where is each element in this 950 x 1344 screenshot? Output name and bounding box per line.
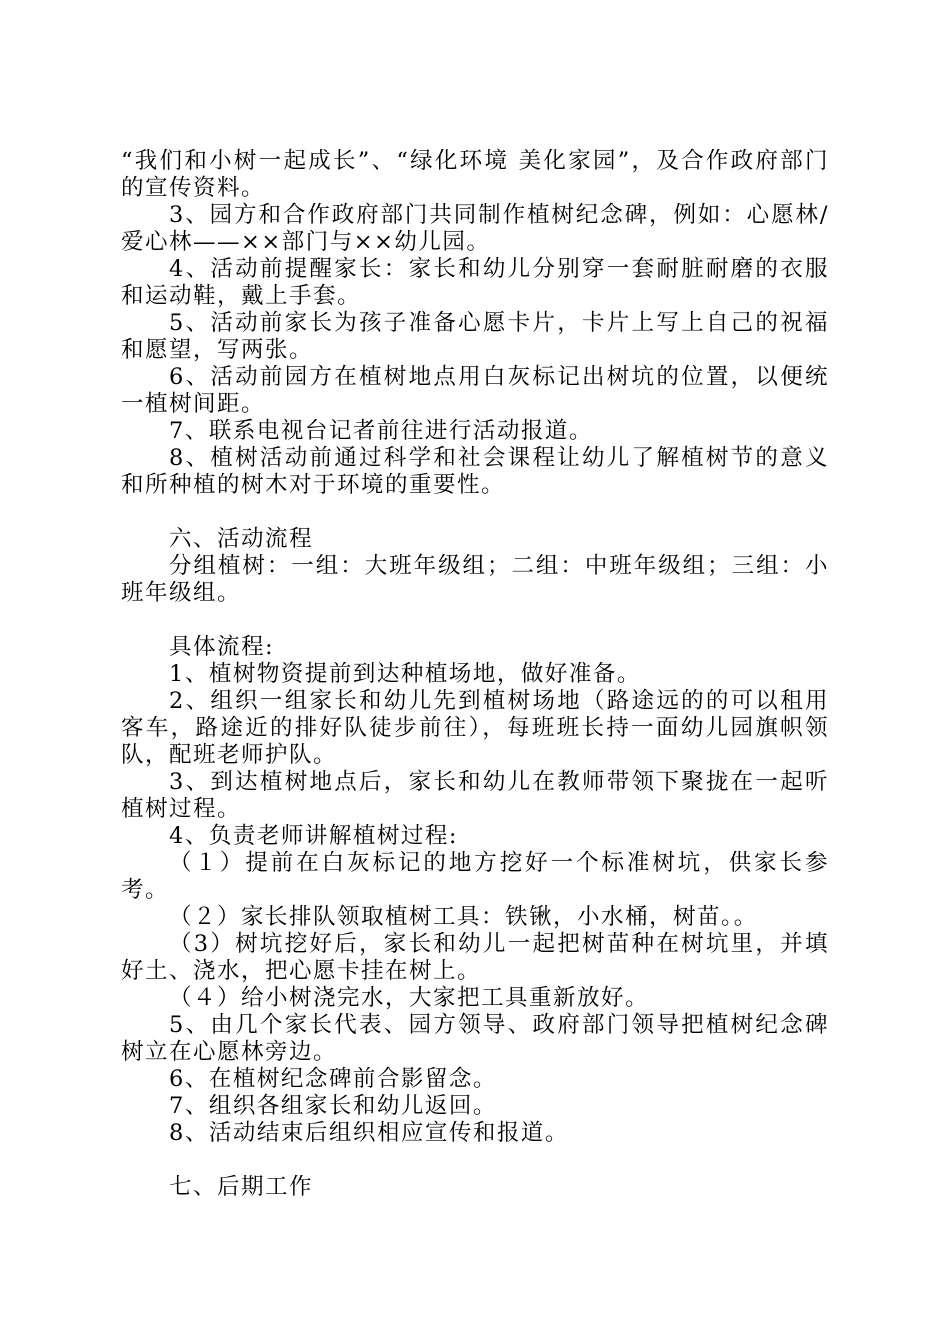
process-step-1: 1、植树物资提前到达种植场地，做好准备。 xyxy=(169,661,641,687)
spacer xyxy=(121,499,829,526)
section-heading-followup: 七、后期工作 xyxy=(169,1174,314,1200)
paragraph-item-7: 7、联系电视台记者前往进行活动报道。 xyxy=(169,418,593,444)
substep-2: （２）家长排队领取植树工具：铁锹，小水桶，树苗。。 xyxy=(169,904,758,930)
spacer xyxy=(121,607,829,634)
process-step-2: 2、组织一组家长和幼儿先到植树场地（路途远的的可以租用客车，路途近的排好队徒步前往），每班班长持一面幼儿园旗帜领队，配班老师护队。 xyxy=(121,688,829,768)
subheading-detailed-process: 具体流程: xyxy=(169,634,275,660)
process-step-5: 5、由几个家长代表、园方领导、政府部门领导把植树纪念碑树立在心愿林旁边。 xyxy=(121,1012,829,1065)
paragraph-materials-continued: “我们和小树一起成长”、“绿化环境 美化家园”，及合作政府部门的宣传资料。 xyxy=(121,148,829,201)
substep-4: （４）给小树浇完水，大家把工具重新放好。 xyxy=(169,985,650,1011)
section-heading-process: 六、活动流程 xyxy=(169,526,314,552)
process-step-6: 6、在植树纪念碑前合影留念。 xyxy=(169,1066,497,1092)
paragraph-item-3: 3、园方和合作政府部门共同制作植树纪念碑，例如：心愿林/爱心林——××部门与××幼儿园。 xyxy=(121,202,829,255)
paragraph-item-8: 8、植树活动前通过科学和社会课程让幼儿了解植树节的意义和所种植的树木对于环境的重要性。 xyxy=(121,445,829,498)
process-step-8: 8、活动结束后组织相应宣传和报道。 xyxy=(169,1120,569,1146)
substep-3: （3）树坑挖好后，家长和幼儿一起把树苗种在树坑里，并填好土、浇水，把心愿卡挂在树上。 xyxy=(121,931,829,984)
process-step-3: 3、到达植树地点后，家长和幼儿在教师带领下聚拢在一起听植树过程。 xyxy=(121,769,829,822)
process-step-7: 7、组织各组家长和幼儿返回。 xyxy=(169,1093,497,1119)
paragraph-item-5: 5、活动前家长为孩子准备心愿卡片，卡片上写上自己的祝福和愿望，写两张。 xyxy=(121,310,829,363)
document-page xyxy=(121,148,829,1201)
paragraph-item-4: 4、活动前提醒家长：家长和幼儿分别穿一套耐脏耐磨的衣服和运动鞋，戴上手套。 xyxy=(121,256,829,309)
paragraph-grouping: 分组植树：一组：大班年级组；二组：中班年级组；三组：小班年级组。 xyxy=(121,553,829,606)
spacer xyxy=(121,1147,829,1174)
process-step-4: 4、负责老师讲解植树过程: xyxy=(169,823,458,849)
substep-1: （１）提前在白灰标记的地方挖好一个标准树坑，供家长参考。 xyxy=(121,850,829,903)
paragraph-item-6: 6、活动前园方在植树地点用白灰标记出树坑的位置，以便统一植树间距。 xyxy=(121,364,829,417)
